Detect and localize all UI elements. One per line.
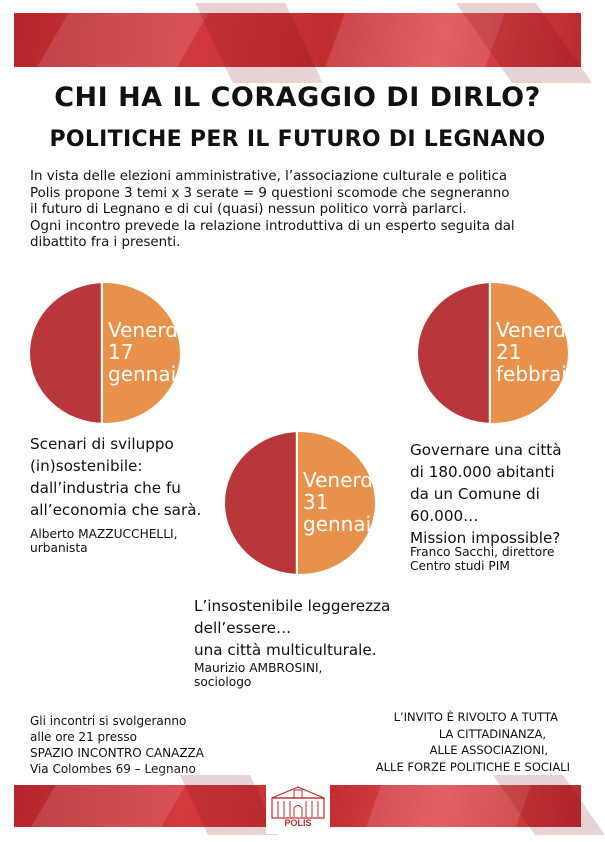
intro-line: il futuro di Legnano e di cui (quasi) nessun politico vorrà parlarci. — [30, 202, 467, 217]
intro-line: In vista delle elezioni amministrative, l’associazione culturale e politica — [30, 169, 508, 184]
intro-line: Ogni incontro prevede la relazione introduttiva di un esperto seguita dal — [30, 218, 515, 234]
event-date-2: Venerdì 31 gennaio — [303, 467, 384, 536]
invite-text: L’INVITO È RIVOLTO A TUTTA LA CITTADINANZA, ALLE ASSOCIAZIONI, ALLE FORZE POLITICHE E SOCIALI — [375, 710, 570, 774]
event-topic-2: L’insostenibile leggerezza dell’essere… una città multiculturale. — [194, 597, 391, 659]
logo-label: POLIS — [284, 818, 312, 828]
page-title: CHI HA IL CORAGGIO DI DIRLO? — [54, 82, 541, 113]
event-date-3: Venerdì 21 febbraio — [496, 318, 580, 387]
event-speaker-3: Franco Sacchi, direttore Centro studi PIM — [410, 545, 555, 573]
top-banner — [14, 13, 581, 67]
event-speaker-1: Alberto MAZZUCCHELLI, urbanista — [30, 527, 178, 555]
event-speaker-2: Maurizio AMBROSINI, sociologo — [194, 661, 323, 689]
event-date-circle-2 — [225, 432, 384, 574]
event-date-1: Venerdì 17 gennaio — [108, 318, 189, 387]
event-date-circle-3 — [418, 283, 580, 423]
intro-text — [30, 169, 575, 252]
polis-logo — [266, 782, 330, 834]
page-subtitle: POLITICHE PER IL FUTURO DI LEGNANO — [49, 127, 546, 152]
event-topic-3: Governare una città di 180.000 abitanti da un Comune di 60.000… Mission impossible? — [410, 441, 562, 547]
polis-building-icon — [270, 784, 326, 820]
event-date-circle-1 — [30, 283, 189, 423]
intro-line: Polis propone 3 temi x 3 serate = 9 questioni scomode che segneranno — [30, 185, 510, 201]
intro-line: dibattito fra i presenti. — [30, 235, 181, 250]
event-topic-1: Scenari di sviluppo (in)sostenibile: dall’industria che fu all’economia che sarà. — [30, 435, 202, 519]
venue-info: Gli incontri si svolgeranno alle ore 21 presso SPAZIO INCONTRO CANAZZA Via Colombes 69 – Legnano — [30, 714, 204, 776]
